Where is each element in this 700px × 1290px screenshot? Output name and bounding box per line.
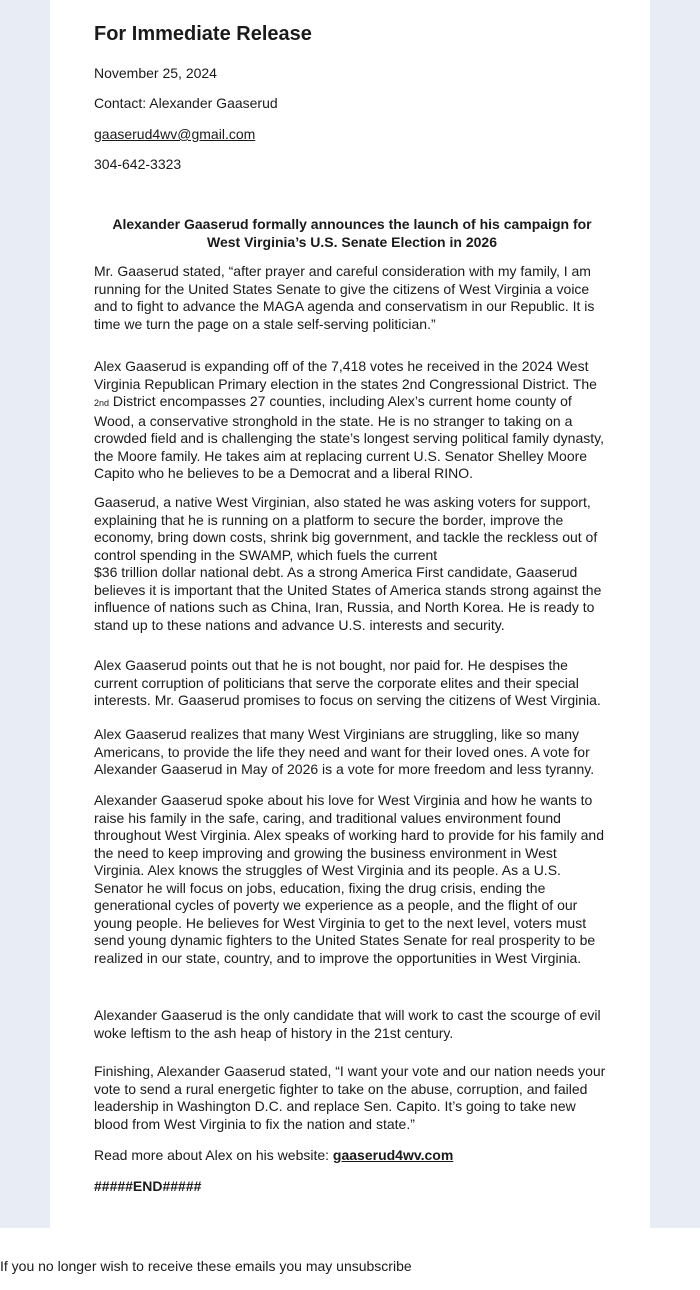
- paragraph-2-part-a: Alex Gaaserud is expanding off of the 7,418 votes he received in the 2024 West Virginia Republican Primary election in the states 2nd Congressional District. The: [94, 358, 597, 392]
- release-headline: For Immediate Release: [94, 23, 312, 45]
- paragraph-1: Mr. Gaaserud stated, “after prayer and careful consideration with my family, I am running for the United States Senate to give the citizens of West Virginia a voice and to fight to advance the MAGA agenda and conservatism in our Republic. It is time we turn the page on a stale self-serving politician.”: [94, 263, 595, 332]
- paragraph-2-part-b: District encompasses 27 counties, including Alex’s current home county of Wood, a conservative stronghold in the state. He is no stranger to taking on a crowded field and is challenging the state’s longest serving political family dynasty, the Moore family. He takes aim at replacing current U.S. Senator Shelley Moore Capito who he believes to be a Democrat and a liberal RINO.: [94, 393, 604, 481]
- paragraph-7: Alexander Gaaserud is the only candidate that will work to cast the scourge of evil woke leftism to the ash heap of history in the 21st century.: [94, 1007, 601, 1041]
- paragraph-6: Alexander Gaaserud spoke about his love for West Virginia and how he wants to raise his family in the safe, caring, and traditional values environment found throughout West Virginia. Alex speaks of working hard to provide for his family and the need to keep improving and growing the business environment in West Virginia. Alex knows the struggles of West Virginia and its people. As a U.S. Senator he will focus on jobs, education, fixing the drug crisis, ending the generational cycles of poverty we experience as a people, and the flight of our young people. He believes for West Virginia to get to the next level, voters must send young dynamic fighters to the United States Senate for real prosperity to be realized in our state, country, and to improve the opportunities in West Virginia.: [94, 792, 604, 966]
- contact-email-link[interactable]: gaaserud4wv@gmail.com: [94, 126, 256, 142]
- contact-name: Contact: Alexander Gaaserud: [94, 95, 278, 111]
- website-link[interactable]: gaaserud4wv.com: [332, 1147, 454, 1163]
- end-marker: #####END#####: [94, 1178, 202, 1194]
- paragraph-3-part-a: Gaaserud, a native West Virginian, also stated he was asking voters for support, explaining that he is running on a platform to secure the border, improve the economy, bring down costs, shrink big government, and tackle the reckless out of control spending in the SWAMP, which fuels the current: [94, 494, 598, 563]
- press-release-card: [50, 0, 650, 1228]
- paragraph-2: [94, 358, 610, 483]
- paragraph-8: Finishing, Alexander Gaaserud stated, “I want your vote and our nation needs your vote to send a rural energetic fighter to take on the abuse, corruption, and failed leadership in Washington D.C. and replace Sen. Capito. It’s going to take new blood from West Virginia to fix the nation and state.”: [94, 1063, 606, 1132]
- unsubscribe-notice: If you no longer wish to receive these emails you may unsubscribe: [0, 1258, 412, 1274]
- release-date: November 25, 2024: [94, 65, 217, 81]
- article-title-line-1: Alexander Gaaserud formally announces the launch of his campaign for: [112, 216, 592, 232]
- article-title-line-2: West Virginia’s U.S. Senate Election in 2026: [207, 233, 497, 250]
- paragraph-3: [94, 494, 610, 634]
- paragraph-3-part-b: $36 trillion dollar national debt. As a strong America First candidate, Gaaserud believes it is important that the United States of America stands strong against the influence of nations such as China, Iran, Russia, and North Korea. He is ready to stand up to these nations and advance U.S. interests and security.: [94, 564, 602, 633]
- paragraph-5: Alex Gaaserud realizes that many West Virginians are struggling, like so many Americans, to provide the life they need and want for their loved ones. A vote for Alexander Gaaserud in May of 2026 is a vote for more freedom and less tyranny.: [94, 726, 595, 777]
- contact-phone: 304-642-3323: [94, 156, 182, 172]
- paragraph-2-ordinal: 2nd: [94, 398, 110, 408]
- read-more-text: Read more about Alex on his website:: [94, 1147, 333, 1163]
- paragraph-4: Alex Gaaserud points out that he is not bought, nor paid for. He despises the current corruption of politicians that serve the corporate elites and their special interests. Mr. Gaaserud promises to focus on serving the citizens of West Virginia.: [94, 657, 601, 708]
- read-more-line: [94, 1147, 610, 1165]
- article-title: [94, 216, 610, 251]
